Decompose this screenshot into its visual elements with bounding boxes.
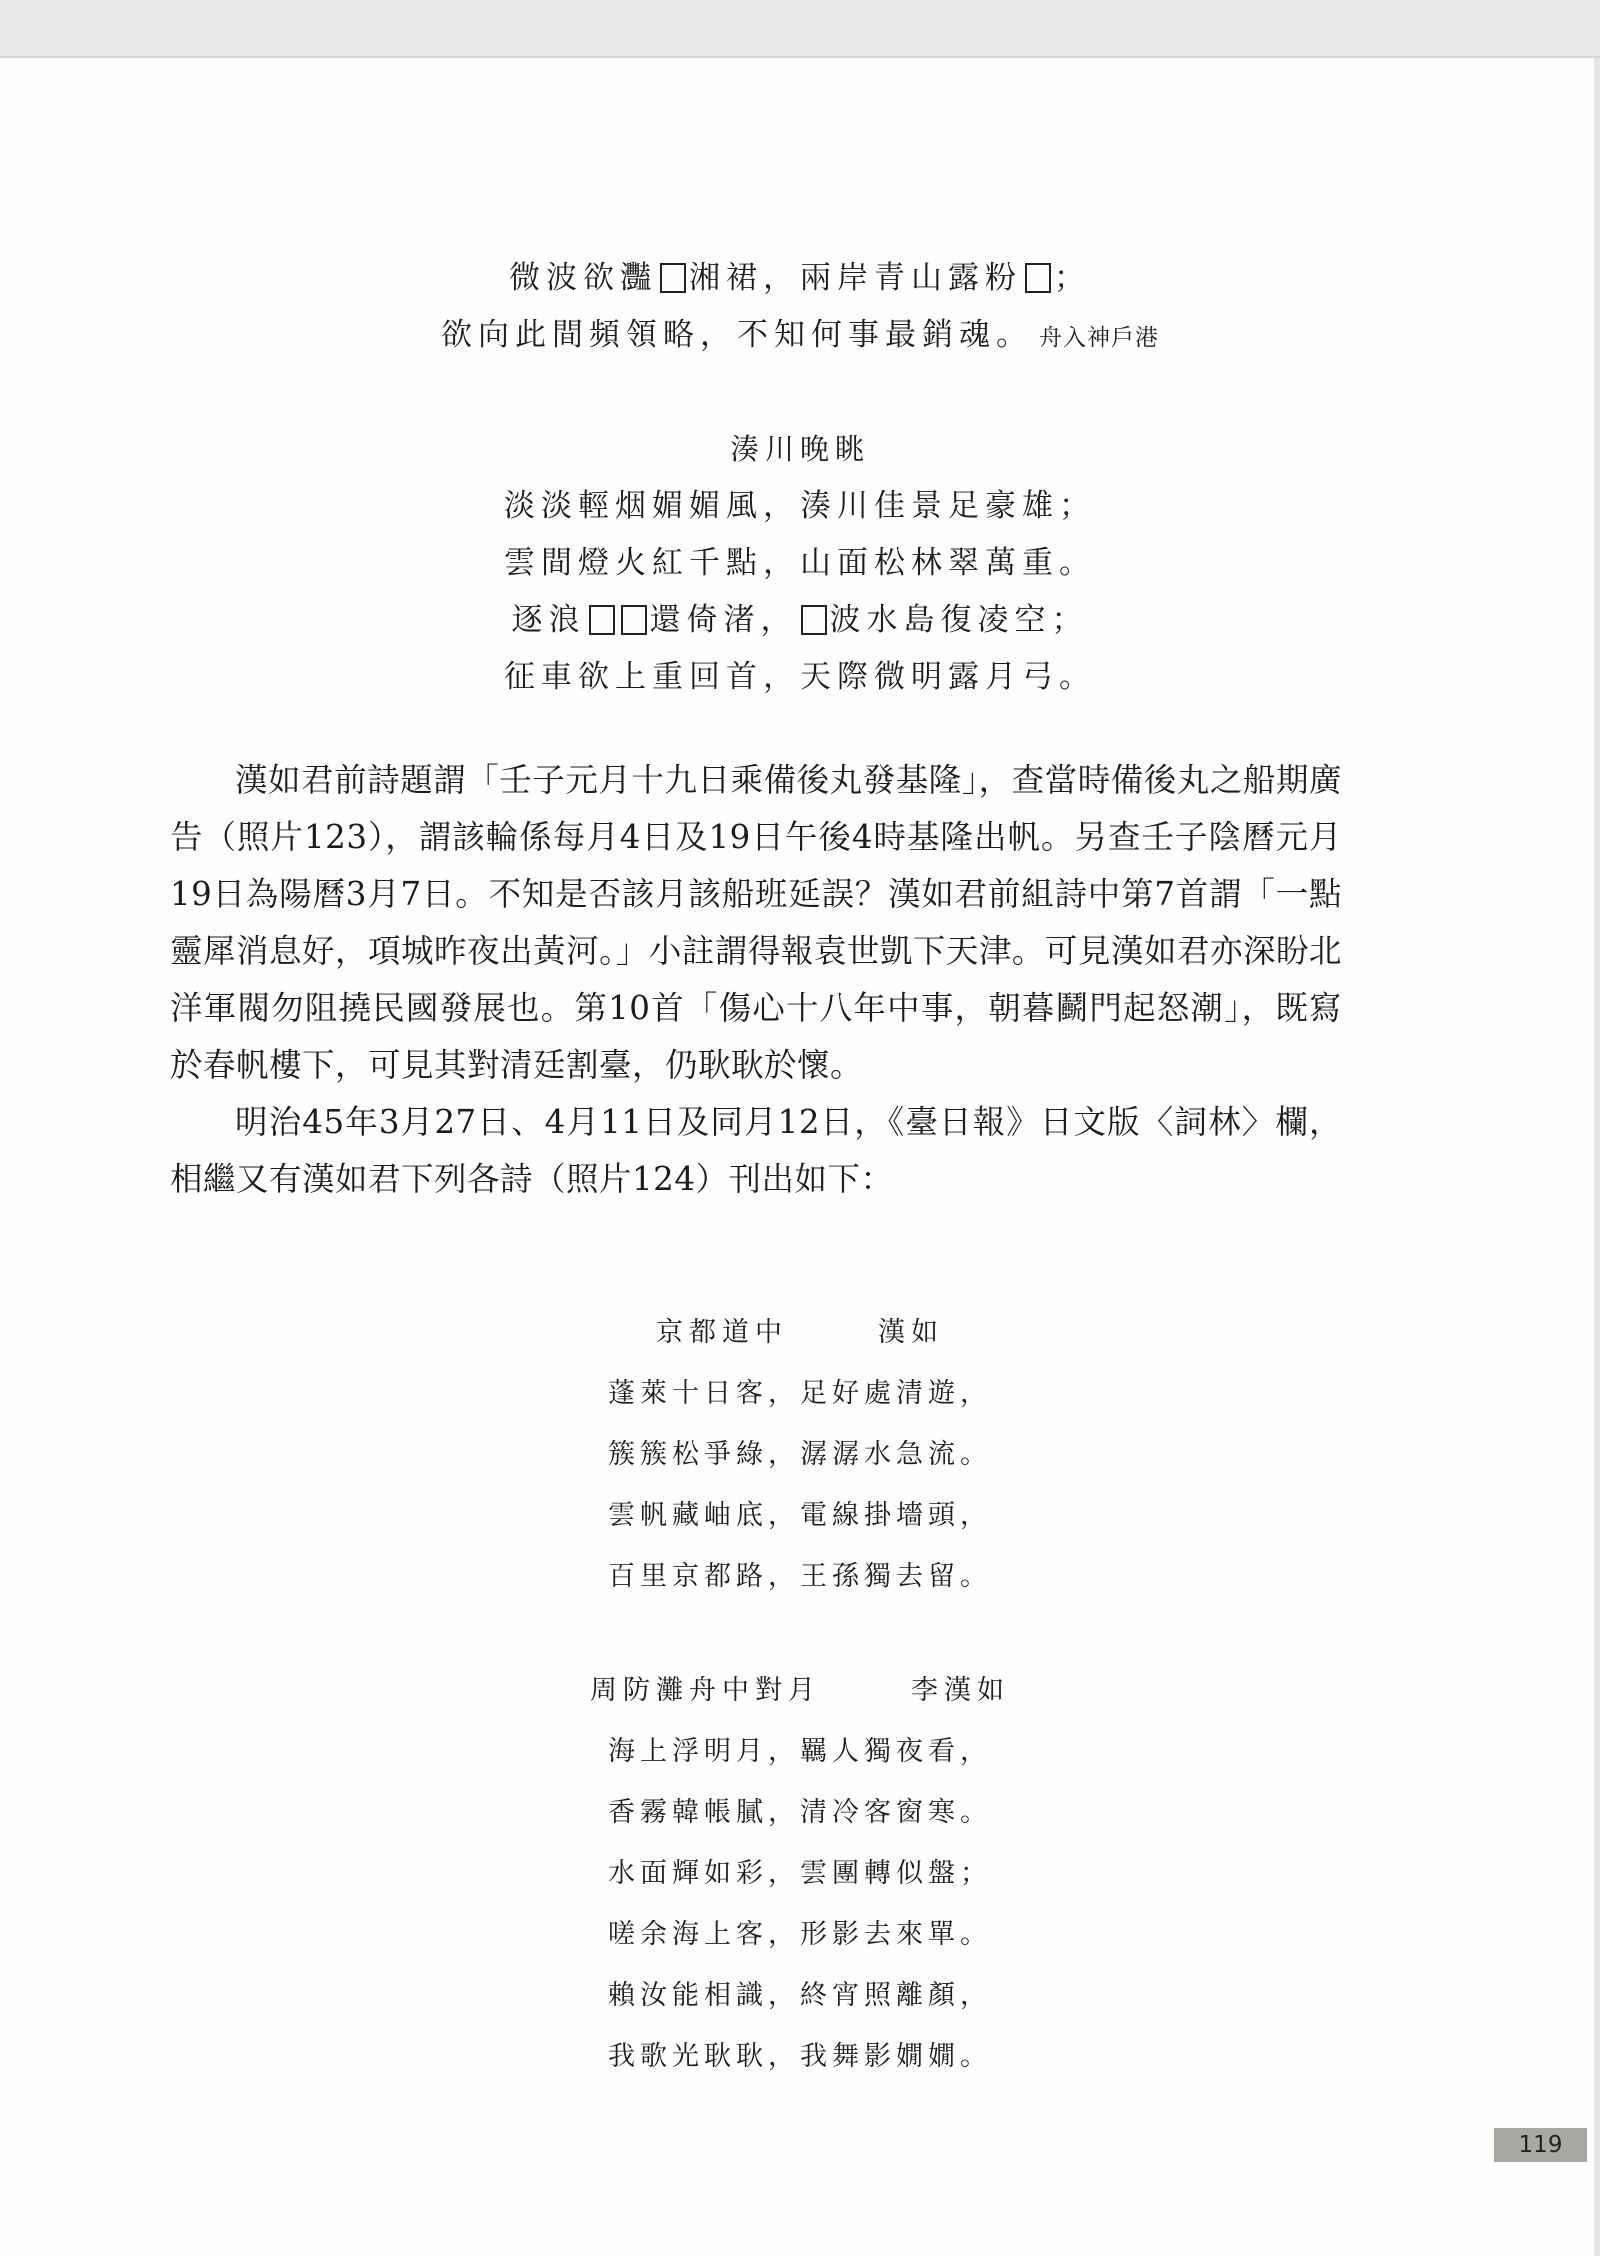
poem-line: 海上浮明月，羈人獨夜看， <box>608 1736 992 1767</box>
poem-title: 湊川晚眺 <box>729 432 870 466</box>
missing-character-box <box>621 605 647 635</box>
poem-line: 簇簇松爭綠，潺潺水急流。 <box>608 1439 992 1470</box>
poem-title: 京都道中 <box>656 1317 788 1348</box>
missing-character-box <box>660 263 686 293</box>
poem-b <box>0 421 1600 706</box>
prose-paragraph: 漢如君前詩題謂「壬子元月十九日乘備後丸發基隆」，查當時備後丸之船期廣告（照片123），謂該輪係每月4日及19日午後4時基隆出帆。另查壬子陰曆元月19日為陽曆3月7日。不知是否該月該船班延誤？漢如君前組詩中第7首謂「一點靈犀消息好，項城昨夜出黃河。」小註謂得報袁世凱下天津。可見漢如君亦深盼北洋軍閥勿阻撓民國發展也。第10首「傷心十八年中事，朝暮鬬門起怒潮」，既寫於春帆樓下，可見其對清廷割臺，仍耿耿於懷。 <box>170 761 1342 1084</box>
poem-note: 舟入神戶港 <box>1039 325 1159 351</box>
poem-line: 蓬萊十日客，足好處清遊， <box>608 1378 992 1409</box>
poem-line: 征車欲上重回首，天際微明露月弓。 <box>504 659 1096 695</box>
poem-line: 賴汝能相識，終宵照離顏， <box>608 1980 992 2011</box>
prose-paragraph: 明治45年3月27日、4月11日及同月12日，《臺日報》日文版〈詞林〉欄，相繼又有漢如君下列各詩（照片124）刊出如下： <box>170 1103 1342 1198</box>
poem-a <box>0 250 1600 367</box>
poem-author: 漢如 <box>878 1317 944 1348</box>
poem-line: 嗟余海上客，形影去來單。 <box>608 1919 992 1950</box>
poem-title: 周防灘舟中對月 <box>590 1675 821 1706</box>
poem-line: 雲帆藏岫底，電線掛墻頭， <box>608 1500 992 1531</box>
poem-c <box>0 1302 1600 1607</box>
poem-title-line <box>0 1660 1600 1721</box>
poem-line: 微波欲灩 湘裙，兩岸青山露粉 ； <box>509 260 1091 296</box>
poem-d <box>0 1660 1600 2087</box>
poem-line: 淡淡輕烟媚媚風，湊川佳景足豪雄； <box>504 488 1096 524</box>
page-number: 119 <box>1494 2128 1587 2162</box>
poem-line: 雲間燈火紅千點，山面松林翠萬重。 <box>504 545 1096 581</box>
poem-line: 我歌光耿耿，我舞影嫺嫺。 <box>608 2041 992 2072</box>
poem-title-line <box>0 1302 1600 1363</box>
missing-character-box <box>801 605 827 635</box>
poem-line: 香霧韓帳膩，清冷客窗寒。 <box>608 1797 992 1828</box>
poem-line: 逐浪 還倚渚， 波水島復凌空； <box>511 602 1089 638</box>
prose-body <box>170 752 1342 1208</box>
poem-line: 百里京都路，王孫獨去留。 <box>608 1561 992 1592</box>
poem-line: 欲向此間頻領略，不知何事最銷魂。 舟入神戶港 <box>441 317 1159 353</box>
poem-author: 李漢如 <box>911 1675 1010 1706</box>
missing-character-box <box>589 605 615 635</box>
scan-top-band <box>0 0 1600 58</box>
missing-character-box <box>1025 263 1051 293</box>
poem-line: 水面輝如彩，雲團轉似盤； <box>608 1858 992 1889</box>
